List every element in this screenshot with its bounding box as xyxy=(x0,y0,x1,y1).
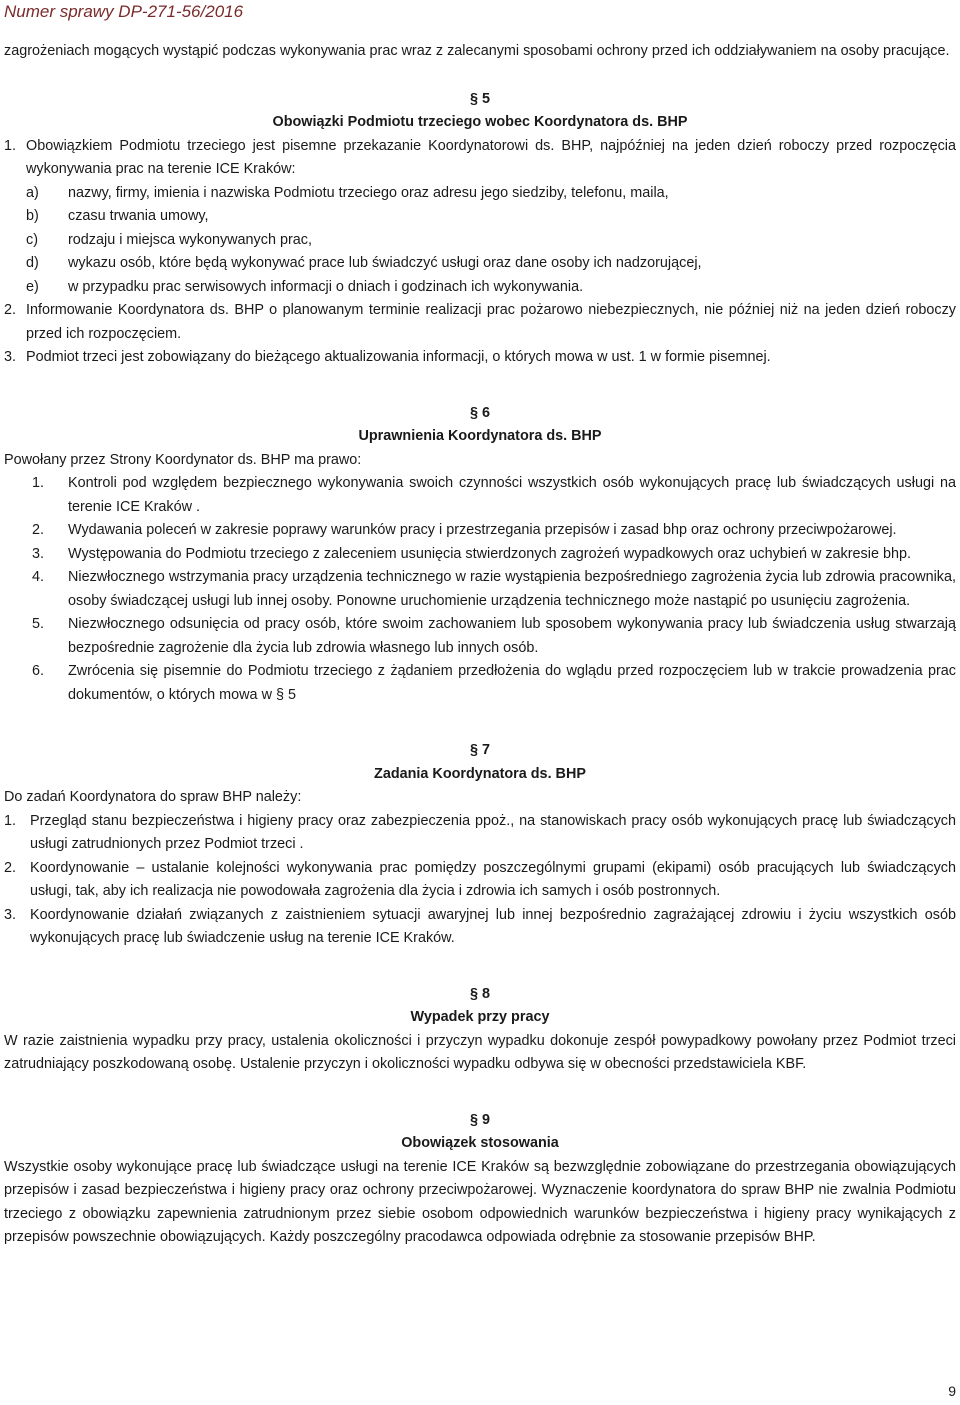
list-text: w przypadku prac serwisowych informacji o dniach i godzinach ich wykonywania. xyxy=(68,278,584,295)
list-item xyxy=(4,205,956,229)
list-item xyxy=(4,519,956,543)
list-item xyxy=(4,276,956,300)
intro-paragraph: zagrożeniach mogących wystąpić podczas wykonywania prac wraz z zalecanymi sposobami ochrony przed ich oddziaływaniem na osoby pracujące. xyxy=(4,43,950,59)
list-marker: 1. xyxy=(32,475,45,491)
list-marker: 3. xyxy=(4,906,17,923)
section-5-title: Obowiązki Podmiotu trzeciego wobec Koordynatora ds. BHP xyxy=(272,114,688,130)
section-6-title: Uprawnienia Koordynatora ds. BHP xyxy=(358,428,602,444)
section-8-number: § 8 xyxy=(469,985,490,1002)
section-6-lead: Powołany przez Strony Koordynator ds. BHP ma prawo: xyxy=(4,451,362,468)
list-item xyxy=(4,566,956,613)
list-marker: b) xyxy=(26,208,39,224)
list-marker: 3. xyxy=(4,349,17,365)
list-item xyxy=(4,135,956,182)
list-item xyxy=(4,299,956,346)
list-marker: e) xyxy=(26,278,39,295)
list-text: wykazu osób, które będą wykonywać prace lub świadczyć usługi oraz dane osoby ich nadzorującej, xyxy=(68,255,702,271)
list-text: Wydawania poleceń w zakresie poprawy warunków pracy i przestrzegania przepisów i zasad bhp oraz ochrony przeciwpożarowej. xyxy=(68,522,897,538)
list-item xyxy=(4,613,956,660)
list-marker: 2. xyxy=(4,859,17,876)
document-body xyxy=(4,40,956,1250)
list-item xyxy=(4,904,956,951)
list-marker: 2. xyxy=(32,522,45,538)
list-text: Występowania do Podmiotu trzeciego z zaleceniem usunięcia stwierdzonych zagrożeń wypadkowych oraz uchybień w zakresie bhp. xyxy=(68,545,911,562)
section-8-title: Wypadek przy pracy xyxy=(410,1009,550,1025)
list-marker: 1. xyxy=(4,137,17,154)
list-marker: d) xyxy=(26,255,39,271)
list-item xyxy=(4,182,956,206)
list-marker: 6. xyxy=(32,663,45,679)
section-6-number: § 6 xyxy=(469,404,490,421)
list-item xyxy=(4,472,956,519)
list-text: Koordynowanie – ustalanie kolejności wykonywania prac pomiędzy poszczególnymi grupami (ekipami) osób pracujących lub świadczących usługi, tak, aby ich realizacja nie powodowała zagrożenia dla życia i zdrowia ich samych i osób postronnych. xyxy=(30,859,956,899)
list-item xyxy=(4,543,956,567)
case-number: Numer sprawy DP-271-56/2016 xyxy=(4,2,244,21)
spacer xyxy=(4,1077,956,1109)
spacer xyxy=(4,64,956,88)
section-9-text: Wszystkie osoby wykonujące pracę lub świadczące usługi na terenie ICE Kraków są bezwzględnie zobowiązane do przestrzegania obowiązujących przepisów i zasad bezpieczeństwa i higieny pracy oraz ochrony przeciwpożarowej. Wyznaczenie koordynatora do spraw BHP nie zwalnia Podmiotu trzeciego z obowiązku zapewnienia zatrudnionym przez siebie osobom odpowiednich warunków bezpieczeństwa i higieny pracy wynikających z przepisów powszechnie obowiązujących. Każdy poszczególny pracodawca odpowiada odrębnie za stosowanie przepisów BHP. xyxy=(4,1158,956,1245)
section-8-text: W razie zaistnienia wypadku przy pracy, ustalenia okoliczności i przyczyn wypadku dokonuje zespół powypadkowy powołany przez Podmiot trzeci zatrudniający poszkodowaną osobę. Ustalenie przyczyn i okoliczności wypadku odbywa się w obecności przedstawiciela KBF. xyxy=(4,1032,956,1072)
list-item xyxy=(4,857,956,904)
list-text: Niezwłocznego odsunięcia od pracy osób, które swoim zachowaniem lub sposobem wykonywania pracy lub świadczenia usług stwarzają bezpośrednie zagrożenie dla życia lub zdrowia własnego lub innych osób. xyxy=(68,616,956,656)
list-text: czasu trwania umowy, xyxy=(68,208,209,224)
list-marker: 4. xyxy=(32,569,45,585)
spacer xyxy=(4,951,956,983)
page-header xyxy=(0,0,960,28)
list-marker: 2. xyxy=(4,302,17,318)
list-marker: 1. xyxy=(4,812,17,829)
list-marker: 3. xyxy=(32,545,45,562)
list-text: Kontroli pod względem bezpiecznego wykonywania swoich czynności wszystkich osób wykonujących pracę lub świadczących usługi na terenie ICE Kraków . xyxy=(68,475,956,515)
section-7-lead: Do zadań Koordynatora do spraw BHP należy: xyxy=(4,789,302,805)
list-text: Koordynowanie działań związanych z zaistnieniem sytuacji awaryjnej lub innej bezpośrednio zagrażającej zdrowiu i życiu wszystkich osób wykonujących pracę lub świadczenie usług na terenie ICE Kraków. xyxy=(30,906,956,946)
section-7-title: Zadania Koordynatora ds. BHP xyxy=(374,765,586,782)
list-text: Niezwłocznego wstrzymania pracy urządzenia technicznego w razie wystąpienia bezpośredniego zagrożenia życia lub zdrowia pracownika, osoby świadczącej usługi lub innej osoby. Ponowne uruchomienie urządzenia technicznego może nastąpić po usunięciu zagrożenia. xyxy=(68,569,956,609)
spacer xyxy=(4,707,956,739)
list-text: Zwrócenia się pisemnie do Podmiotu trzeciego z żądaniem przedłożenia do wglądu przed rozpoczęciem lub w trakcie prowadzenia prac dokumentów, o których mowa w § 5 xyxy=(68,663,956,703)
list-text: Informowanie Koordynatora ds. BHP o planowanym terminie realizacji prac pożarowo niebezpiecznych, nie później niż na jeden dzień roboczy przed ich rozpoczęciem. xyxy=(26,302,956,342)
list-item xyxy=(4,229,956,253)
section-5-number: § 5 xyxy=(469,90,490,107)
list-text: rodzaju i miejsca wykonywanych prac, xyxy=(68,231,312,248)
list-text: nazwy, firmy, imienia i nazwiska Podmiotu trzeciego oraz adresu jego siedziby, telefonu, maila, xyxy=(68,184,669,201)
list-item xyxy=(4,660,956,707)
spacer xyxy=(4,370,956,402)
section-9-number: § 9 xyxy=(469,1111,490,1128)
list-marker: a) xyxy=(26,184,39,201)
page-number: 9 xyxy=(948,1383,956,1399)
list-marker: c) xyxy=(26,231,38,248)
list-item xyxy=(4,810,956,857)
section-7-number: § 7 xyxy=(469,742,490,758)
section-9-title: Obowiązek stosowania xyxy=(401,1135,559,1151)
list-text: Obowiązkiem Podmiotu trzeciego jest pisemne przekazanie Koordynatorowi ds. BHP, najpóźniej na jeden dzień roboczy przed rozpoczęcia wykonywania prac na terenie ICE Kraków: xyxy=(26,137,956,177)
list-item xyxy=(4,346,956,370)
list-text: Przegląd stanu bezpieczeństwa i higieny pracy oraz zabezpieczenia ppoż., na stanowiskach pracy osób wykonujących pracę lub świadczących usługi zatrudnionych przez Podmiot trzeci . xyxy=(30,812,956,852)
list-marker: 5. xyxy=(32,616,45,632)
list-text: Podmiot trzeci jest zobowiązany do bieżącego aktualizowania informacji, o których mowa w ust. 1 w formie pisemnej. xyxy=(26,349,771,365)
list-item xyxy=(4,252,956,276)
